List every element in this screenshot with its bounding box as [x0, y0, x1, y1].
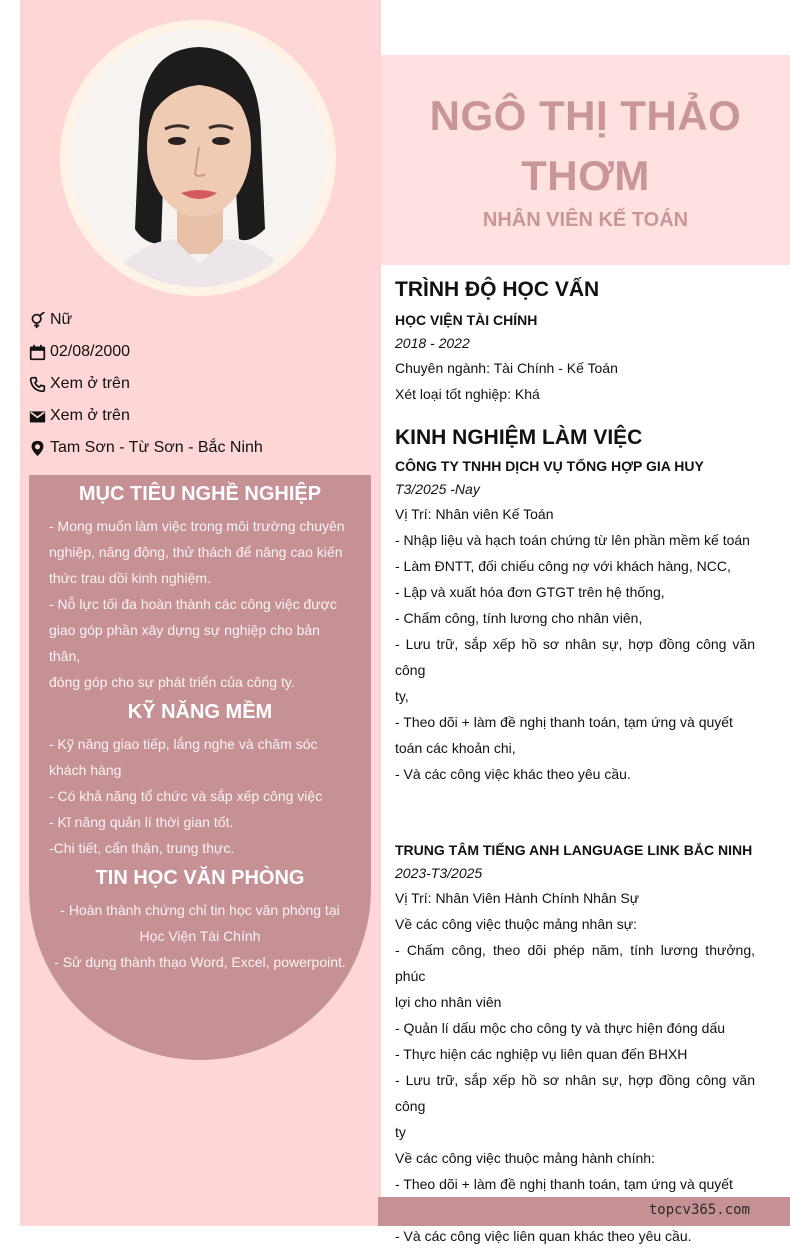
job-line: Về các công việc thuộc mảng hành chính:: [395, 1150, 655, 1166]
job-line: - Và các công việc khác theo yêu cầu.: [395, 766, 631, 782]
job-entry: [395, 455, 755, 787]
avatar-ring: [60, 20, 336, 296]
address-text: Tam Sơn - Từ Sơn - Bắc Ninh: [50, 439, 263, 456]
job-line: - Thực hiện các nghiệp vụ liên quan đến BHXH: [395, 1046, 688, 1062]
email-icon: [29, 408, 46, 425]
objective-line: thức trau dồi kinh nghiệm.: [49, 570, 211, 586]
job-period: T3/2025 -Nay: [395, 481, 480, 497]
office-it-line: - Hoàn thành chứng chỉ tin học văn phòng tại: [60, 902, 340, 918]
education-period: 2018 - 2022: [395, 335, 470, 351]
soft-skill-line: -Chi tiết, cẩn thận, trung thực.: [49, 840, 235, 856]
job-title: NHÂN VIÊN KẾ TOÁN: [482, 209, 689, 231]
footer-bar: [378, 1197, 790, 1226]
job-period: 2023-T3/2025: [395, 865, 483, 881]
name-line-1: NGÔ THỊ THẢO: [429, 92, 742, 139]
soft-skill-line: - Kỹ năng giao tiếp, lắng nghe và chăm sóc: [49, 736, 318, 752]
objective-line: nghiệp, năng động, thử thách để nâng cao kiến: [49, 544, 343, 560]
contact-phone: [29, 368, 369, 400]
name-line-2: THƠM: [521, 152, 650, 199]
portrait-photo: [69, 29, 327, 287]
candidate-name: [381, 86, 790, 206]
objective-line: - Mong muốn làm việc trong môi trường chuyên: [49, 518, 345, 534]
dob-text: 02/08/2000: [50, 343, 131, 360]
calendar-icon: [29, 344, 46, 361]
office-it-line: - Sử dụng thành thạo Word, Excel, powerpoint.: [54, 954, 346, 970]
objective-line: - Nỗ lực tối đa hoàn thành các công việc được: [49, 596, 337, 612]
job-line: ty,: [395, 688, 409, 704]
soft-skill-line: khách hàng: [49, 762, 122, 778]
job-company: TRUNG TÂM TIẾNG ANH LANGUAGE LINK BẮC NINH: [395, 842, 753, 858]
location-pin-icon: [29, 440, 46, 457]
education-line: Chuyên ngành: Tài Chính - Kế Toán: [395, 360, 618, 376]
job-line: - Nhập liệu và hạch toán chứng từ lên phần mềm kế toán: [395, 532, 750, 548]
job-line: Vị Trí: Nhân Viên Hành Chính Nhân Sự: [395, 890, 640, 906]
objective-heading: MỤC TIÊU NGHỀ NGHIỆP: [78, 483, 322, 505]
education-heading: TRÌNH ĐỘ HỌC VẤN: [395, 278, 600, 301]
job-line: - Lập và xuất hóa đơn GTGT trên hệ thống,: [395, 584, 665, 600]
objective-line: đóng góp cho sự phát triển của công ty.: [49, 674, 295, 690]
job-line: - Theo dõi + làm đề nghị thanh toán, tạm ứng và quyết: [395, 1176, 733, 1192]
job-line: toán các khoản chi,: [395, 740, 516, 756]
job-line: - Chấm công, theo dõi phép năm, tính lương thưởng, phúc: [395, 942, 755, 984]
job-line: - Làm ĐNTT, đối chiếu công nợ với khách hàng, NCC,: [395, 558, 731, 574]
contact-dob: [29, 336, 369, 368]
education-line: Xét loại tốt nghiệp: Khá: [395, 386, 540, 402]
soft-skill-line: - Có khả năng tổ chức và sắp xếp công việc: [49, 788, 323, 804]
right-column: [395, 275, 755, 1249]
job-line: - Chấm công, tính lương cho nhân viên,: [395, 610, 643, 626]
job-line: - Lưu trữ, sắp xếp hồ sơ nhân sự, hợp đồng công văn công: [395, 636, 755, 678]
office-it-heading: TIN HỌC VĂN PHÒNG: [95, 867, 305, 889]
job-line: lợi cho nhân viên: [395, 994, 502, 1010]
gender-text: Nữ: [50, 311, 73, 328]
job-line: - Lưu trữ, sắp xếp hồ sơ nhân sự, hợp đồng công văn công: [395, 1072, 755, 1114]
contact-address: [29, 432, 369, 464]
contact-list: [29, 304, 369, 464]
office-it-line: Học Viện Tài Chính: [139, 928, 261, 944]
contact-email: [29, 400, 369, 432]
contact-gender: [29, 304, 369, 336]
job-company: CÔNG TY TNHH DỊCH VỤ TỔNG HỢP GIA HUY: [395, 458, 704, 474]
avatar: [69, 29, 327, 287]
experience-heading: KINH NGHIỆM LÀM VIỆC: [395, 426, 643, 449]
job-entry: [395, 839, 755, 1249]
email-text: Xem ở trên: [50, 407, 130, 424]
education-school: HỌC VIỆN TÀI CHÍNH: [395, 312, 538, 328]
soft-skills-heading: KỸ NĂNG MỀM: [127, 701, 273, 723]
soft-skill-line: - Kĩ năng quản lí thời gian tốt.: [49, 814, 234, 830]
objective-line: giao góp phần xây dựng sự nghiệp cho bản thân,: [49, 622, 320, 664]
left-info-panel: [29, 475, 371, 1060]
job-line: Về các công việc thuộc mảng nhân sự:: [395, 916, 638, 932]
job-line: ty: [395, 1124, 406, 1140]
job-line: - Quản lí dấu mộc cho công ty và thực hiện đóng dấu: [395, 1020, 726, 1036]
phone-text: Xem ở trên: [50, 375, 130, 392]
job-line: Vị Trí: Nhân viên Kế Toán: [395, 506, 554, 522]
phone-icon: [29, 376, 46, 393]
gender-icon: [29, 312, 46, 329]
watermark-text: topcv365.com: [648, 1202, 750, 1218]
job-line: - Và các công việc liên quan khác theo yêu cầu.: [395, 1228, 692, 1244]
job-line: - Theo dõi + làm đề nghị thanh toán, tạm ứng và quyết: [395, 714, 733, 730]
